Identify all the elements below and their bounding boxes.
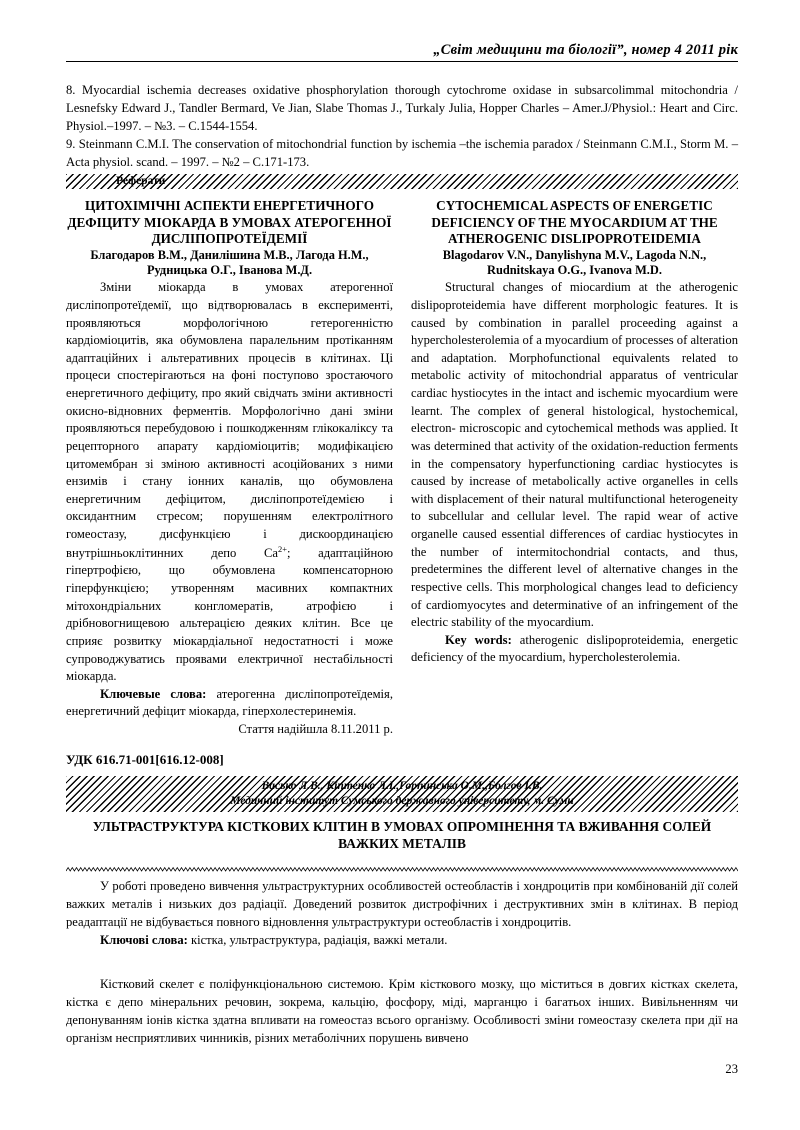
article1-title-uk: ЦИТОХІМІЧНІ АСПЕКТИ ЕНЕРГЕТИЧНОГО ДЕФІЦИТУ МІОКАРДА В УМОВАХ АТЕРОГЕННОЇ ДИСЛІПОПРОТЕЇДЕМІЇ [67, 198, 392, 246]
article2-affiliation: Медичний інститут Сумського державного університету, м. Суми [230, 794, 574, 807]
section-band-reports [66, 174, 738, 189]
keywords-text-en: atherogenic dislipoproteidemia, energetic deficiency of the myocardium, hypercholesterolemia. [411, 632, 738, 665]
article1-received-date: Стаття надійшла 8.11.2011 р. [238, 722, 393, 737]
abstract-text-part1: Зміни міокарда в умовах атерогенної дисліпопротеїдемії, що відтворювалась в експерименті, проявляються морфологічною гетерогенністю кардіоміоцитів, яка обумовлена паралельним протіканням адаптаційних і альтеративних процесів в клітинах. Ці процеси спостерігаються на фоні поступово зростаючого енергетичного дефіциту, про який свідчать зміни активності окисно-відновних ферментів. Морфологічно дані зміни проявляються перебудовою і пошкодженням глікокаліксу та рецепторного апарату кардіоміоцитів; модифікацією цитомембран зі зміною активності асоційованих з ними ензимів і стану іонних каналів, що обумовлена енергетичним дефіцитом, дисліпопротеїдемією і оксидантним стресом; порушенням електролітного гомеостазу, дисфункцією і дискоординацією внутрішньоклітинних депо Ca [66, 280, 393, 560]
article2-keywords [66, 932, 738, 950]
author-affiliation-band [66, 776, 738, 812]
keywords-label-en: Key words: [445, 632, 512, 647]
article1-authors-uk: Благодаров В.М., Данилішина М.В., Лагода Н.М., Рудницька О.Г., Іванова М.Д. [90, 247, 369, 278]
page-number: 23 [725, 1062, 738, 1076]
reference-item: 9. Steinmann C.M.I. The conservation of mitochondrial function by ischemia –the ischemia paradox / Steinmann C.M.I., Storm M. – Acta physiol. scand. – 1997. – №2 – С.171-173. [66, 136, 738, 169]
article1-abstract-en: Structural changes of miocardium at the atherogenic dislipoproteidemia have different morphologic features. It is caused by combination in parallel proceeding against a hypercholesterolemia of a myocardium of processes of alteration and adaptation. Morphofunctional equivalents related to metabolic activity of mitochondrial apparatus of ventricular cardiac hystiocytes in the intact and ischemic myocardium were learnt. The complex of general histological, hystochemical, electron- microscopic and cytochemical methods was applied. It was determined that activity of the oxidation-reduction ferments in the compensatory hyperfunctioning cardiac hystiocytes is caused by increase of metabolically active organelles in cells with displacement of their natural multifunctional heterogeneity to subcellular and cellular level. The rapid wear of active organelle caused essential differences of cardiac hystiocytes in the number of intermitochondrial contacts, and thus, predetermines the different level of alternative changes in the respective cells. This morphological changes lead to deficiency of cardiomyocytes and determinative of an infringement of the electric stability of the myocardium. [411, 280, 738, 630]
abstract-two-column [66, 198, 738, 739]
article2-body-paragraph: Кістковий скелет є поліфункціональною системою. Крім кісткового мозку, що міститься в довгих кістках скелета, кістка є депо мінеральних речовин, зокрема, кальцію, фосфору, міді, марганцю і багатьох інших. Вивільненням чи депонуванням іонів кістка здатна впливати на гомеостаз всього організму. Особливості зміни гомеостазу скелета при дії на організм несприятливих чинників, різних метаболічних порушень вивчено [66, 977, 738, 1045]
article2-abstract [66, 878, 738, 950]
reference-item: 8. Myocardial ischemia decreases oxidative phosphorylation thorough cytochrome oxidase in subsarcolimmal mitochondria / Lesnefsky Edward J., Tandler Bermard, Ve Jian, Slabe Thomas J., Turkaly Julia, Hopper Charles – Amer.J/Physiol.: Heart and Circ. Physiol.–1997. – №3. – С.1544-1554. [66, 83, 738, 133]
article1-title-en: CYTOCHEMICAL ASPECTS OF ENERGETIC DEFICIENCY OF THE MYOCARDIUM AT THE ATHEROGENIC DISLIPOPROTEIDEMIA [431, 198, 718, 246]
article2-abstract-text: У роботі проведено вивчення ультраструктурних особливостей остеобластів і хондроцитів при комбінованій дії солей важких металів і низьких доз радіації. Доведений розвиток дистрофічних і деструктивних змін в клітинах. В період реадаптації не відбувається повного відновлення ультраструктури остеобластів і хондроцитів. [66, 879, 738, 929]
article2-body [66, 976, 738, 1048]
article2-keywords-text: кістка, ультраструктура, радіація, важкі метали. [187, 932, 448, 947]
superscript-charge: 2+ [278, 544, 287, 554]
wavy-separator-icon [66, 866, 738, 873]
keywords-label-uk: Ключевые слова: [100, 686, 207, 701]
running-header [66, 42, 738, 62]
article1-keywords-en [411, 632, 738, 667]
udc-code: УДК 616.71-001[616.12-008] [66, 752, 224, 767]
article2-authors: Васько Л.В., Кіптенко Л.І.,Горпинська О.М.,Болгов І.В. [261, 780, 543, 793]
abstract-column-english [411, 198, 738, 739]
article2-title: УЛЬТРАСТРУКТУРА КІСТКОВИХ КЛІТИН В УМОВАХ ОПРОМІНЕННЯ ТА ВЖИВАННЯ СОЛЕЙ ВАЖКИХ МЕТАЛІВ [92, 819, 712, 852]
section-band-label: Реферати [116, 174, 166, 187]
header-rule [66, 61, 738, 62]
article1-keywords-uk [66, 686, 393, 721]
keywords-text-uk: атерогенна дисліпопротеїдемія, енергетичний дефіцит міокарда, гіперхолестеринемія. [66, 686, 393, 719]
article2-keywords-label: Ключові слова: [100, 932, 188, 947]
wavy-separator [66, 866, 738, 873]
reference-list [66, 82, 738, 171]
article1-abstract-uk [66, 279, 393, 686]
article1-authors-en: Blagodarov V.N., Danylishyna M.V., Lagoda N.N., Rudnitskaya O.G., Ivanova M.D. [442, 247, 707, 278]
abstract-column-ukrainian [66, 198, 393, 739]
abstract-text-part2: ; адаптаційною гіпертрофією, що обумовлена компенсаторною гіперфункцією; утворенням масивних компактних мітохондріальних конгломератів, атрофією і дрібновогнищевою альтерацією деяких клітин. Все це сприяє розвитку міокардіальної недостатності і може супроводжуватись проявами електричної нестабільності міокарда. [66, 545, 393, 684]
journal-title: „Світ медицини та біології”, номер 4 2011 рік [433, 42, 738, 58]
